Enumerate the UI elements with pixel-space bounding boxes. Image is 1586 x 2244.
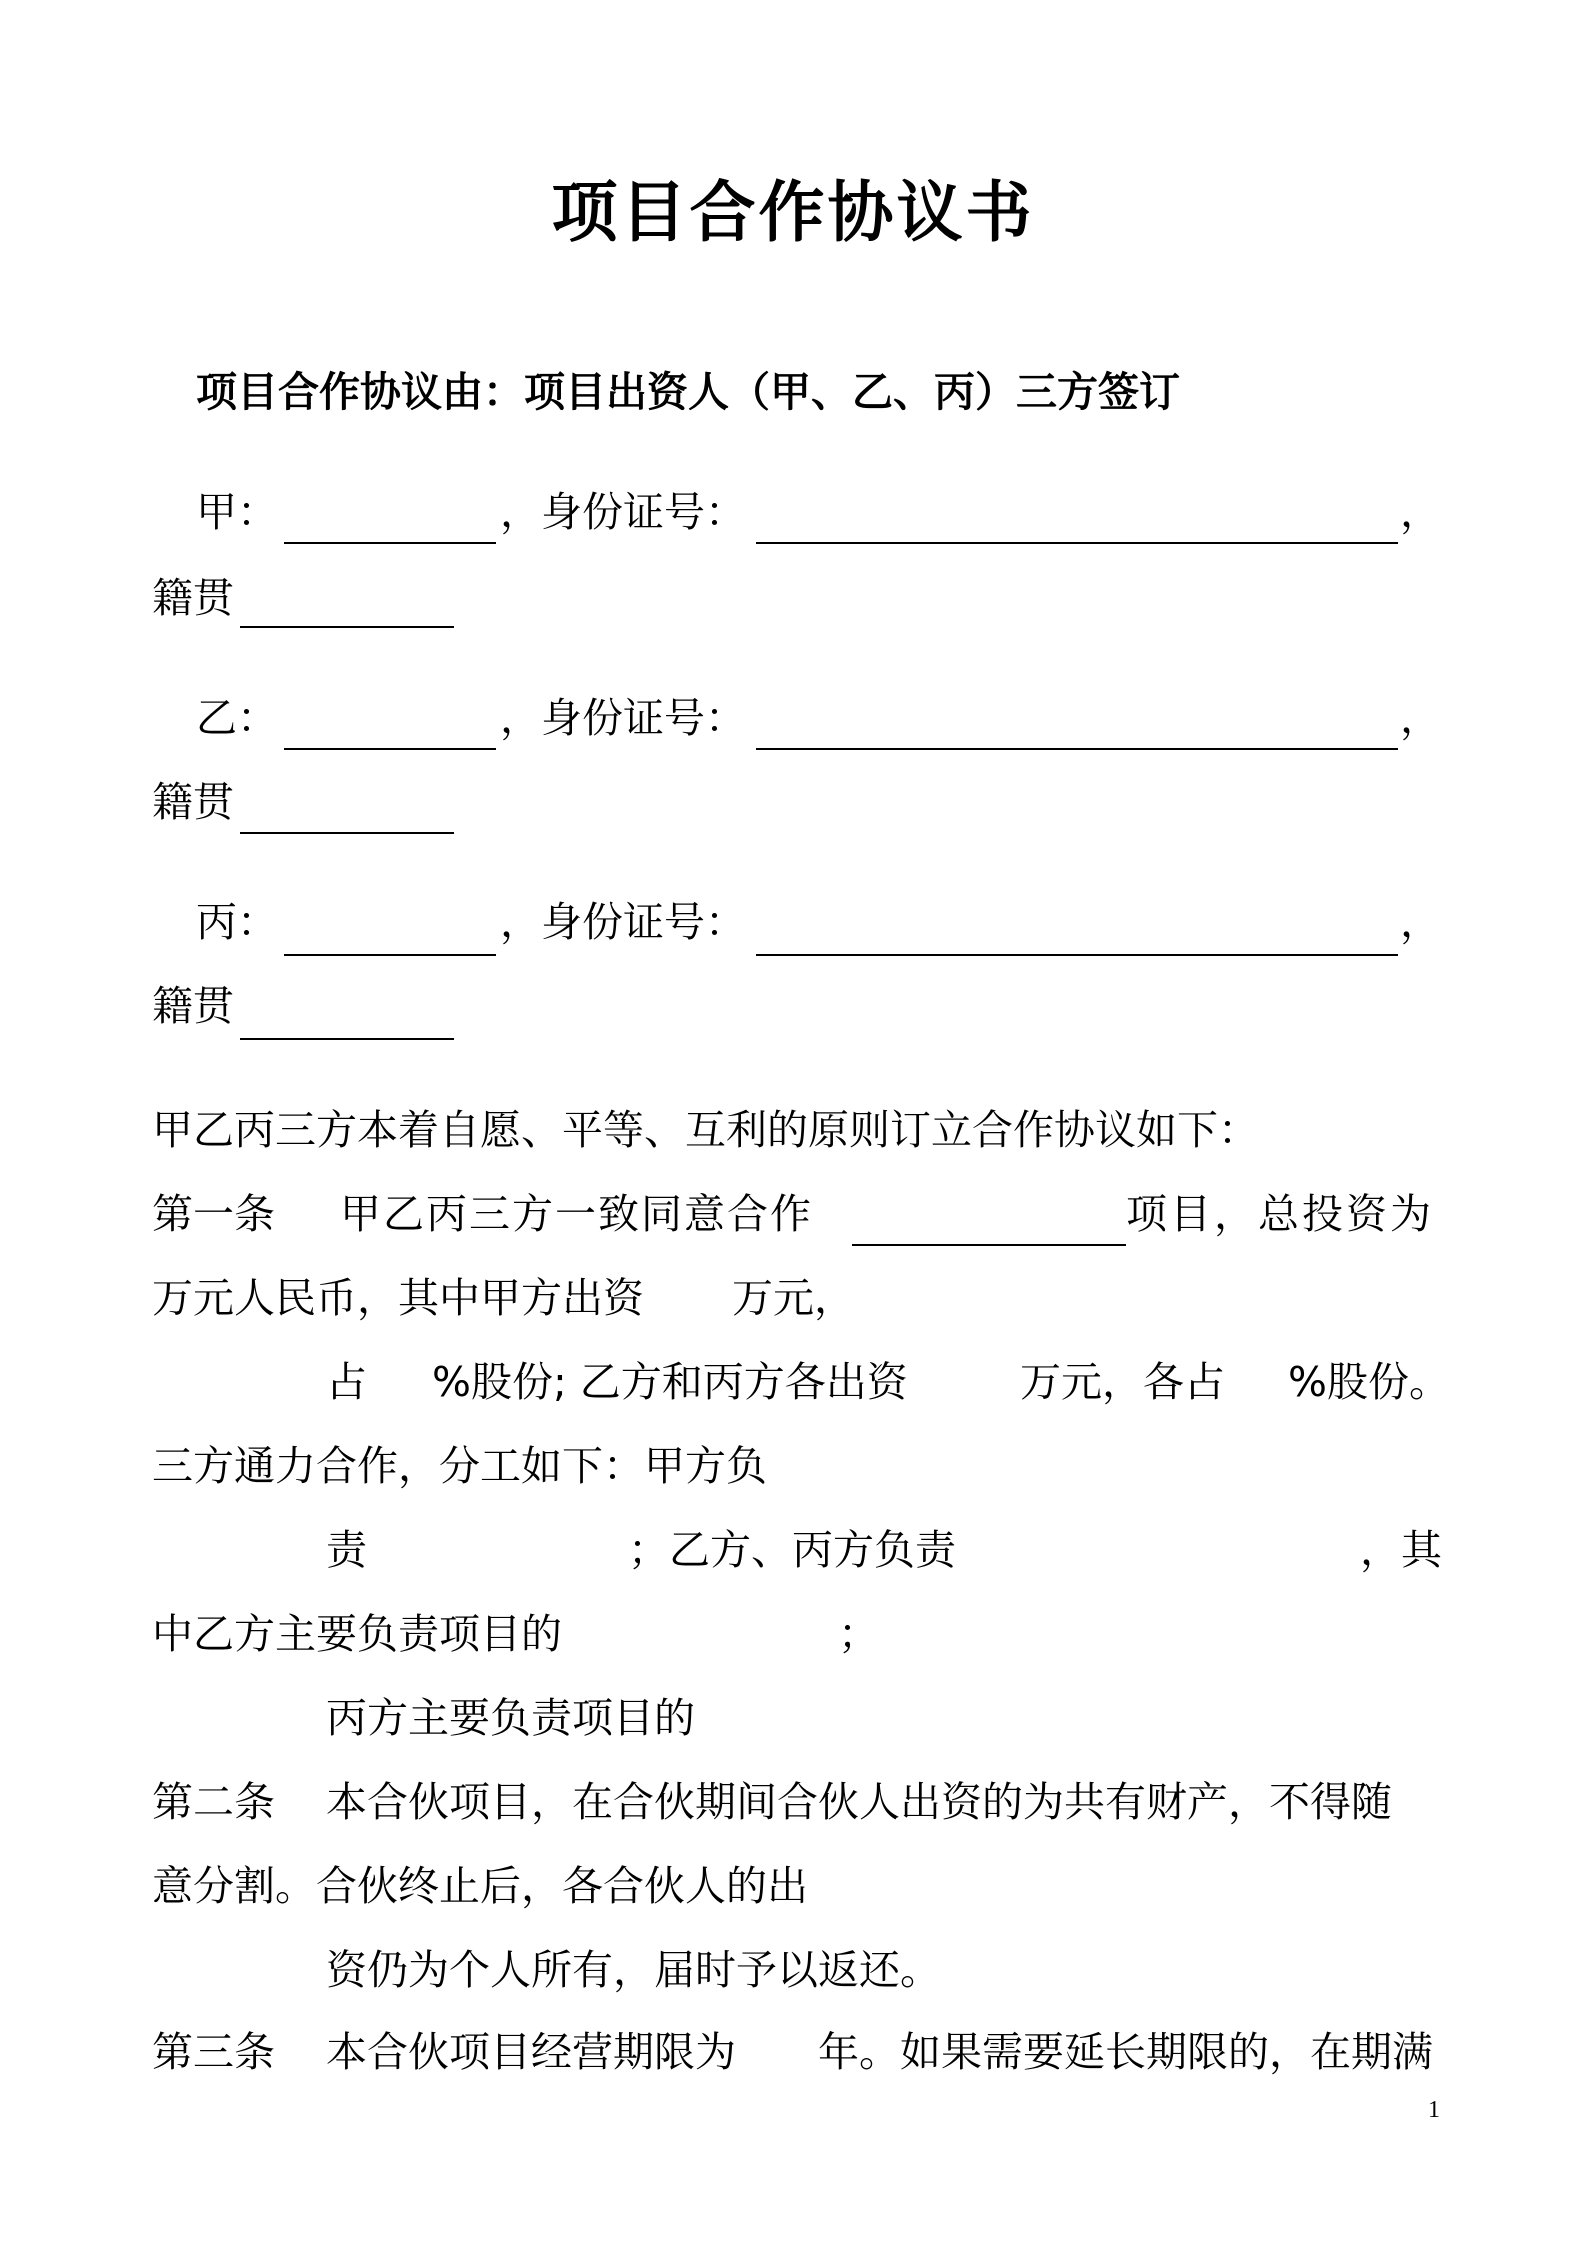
article-1-line-3d: %股份。 — [1288, 1358, 1450, 1406]
article-1-line-5a: 责 — [326, 1526, 367, 1574]
party-b-label: 乙： — [196, 694, 278, 742]
article-1-line-2b: 万元， — [732, 1274, 855, 1322]
party-c-id-end: ， — [1400, 898, 1441, 946]
party-b-id-field[interactable] — [756, 748, 1398, 750]
page-number: 1 — [1428, 2097, 1440, 2123]
article-1-line-7: 丙方主要负责项目的 — [326, 1694, 695, 1742]
article-2-label: 第二条 — [152, 1778, 275, 1826]
article-1-line-3c: 万元，各占 — [1020, 1358, 1225, 1406]
preamble: 甲乙丙三方本着自愿、平等、互利的原则订立合作协议如下： — [152, 1106, 1259, 1154]
article-1-line-1: 甲乙丙三方一致同意合作 — [340, 1190, 813, 1238]
party-c-id-field[interactable] — [756, 954, 1398, 956]
article-3-label: 第三条 — [152, 2028, 275, 2076]
party-b-name-field[interactable] — [284, 748, 496, 750]
article-1-line-2a: 万元人民币，其中甲方出资 — [152, 1274, 644, 1322]
article-1-line-5c: ，其 — [1360, 1526, 1442, 1574]
party-b-native-field[interactable] — [240, 832, 454, 834]
party-c-name-field[interactable] — [284, 954, 496, 956]
article-3-line-1b: 年。如果需要延长期限的，在期满 — [818, 2028, 1433, 2076]
intro-line: 项目合作协议由：项目出资人（甲、乙、丙）三方签订 — [196, 368, 1180, 416]
party-b-id-label: ，身份证号： — [500, 694, 746, 742]
project-name-field[interactable] — [852, 1244, 1126, 1246]
article-1-label: 第一条 — [152, 1190, 275, 1238]
article-2-line-3: 资仍为个人所有，届时予以返还。 — [326, 1946, 941, 1994]
party-a-label: 甲： — [196, 488, 278, 536]
party-c-native-field[interactable] — [240, 1038, 454, 1040]
party-b-id-end: ， — [1400, 694, 1441, 742]
article-3-line-1a: 本合伙项目经营期限为 — [326, 2028, 736, 2076]
document-title: 项目合作协议书 — [551, 174, 1035, 251]
article-1-line-4: 三方通力合作，分工如下：甲方负 — [152, 1442, 767, 1490]
article-2-line-1: 本合伙项目，在合伙期间合伙人出资的为共有财产，不得随 — [326, 1778, 1392, 1826]
party-a-native-field[interactable] — [240, 626, 454, 628]
party-a-id-end: ， — [1400, 488, 1441, 536]
article-2-line-2: 意分割。合伙终止后，各合伙人的出 — [152, 1862, 808, 1910]
party-a-id-label: ，身份证号： — [500, 488, 746, 536]
party-c-native-label: 籍贯 — [152, 982, 234, 1030]
article-1-line-3a: 占 — [326, 1358, 367, 1406]
party-a-id-field[interactable] — [756, 542, 1398, 544]
article-1-line-3b: %股份; 乙方和丙方各出资 — [432, 1358, 908, 1406]
article-1-line-5b: ；乙方、丙方负责 — [628, 1526, 956, 1574]
article-1-line-6a: 中乙方主要负责项目的 — [152, 1610, 562, 1658]
party-a-name-field[interactable] — [284, 542, 496, 544]
article-1-line-1-end: 项目，总投资为 — [1126, 1190, 1434, 1238]
party-c-label: 丙： — [196, 898, 278, 946]
article-1-line-6b: ； — [838, 1610, 879, 1658]
party-a-native-label: 籍贯 — [152, 574, 234, 622]
party-b-native-label: 籍贯 — [152, 778, 234, 826]
party-c-id-label: ，身份证号： — [500, 898, 746, 946]
